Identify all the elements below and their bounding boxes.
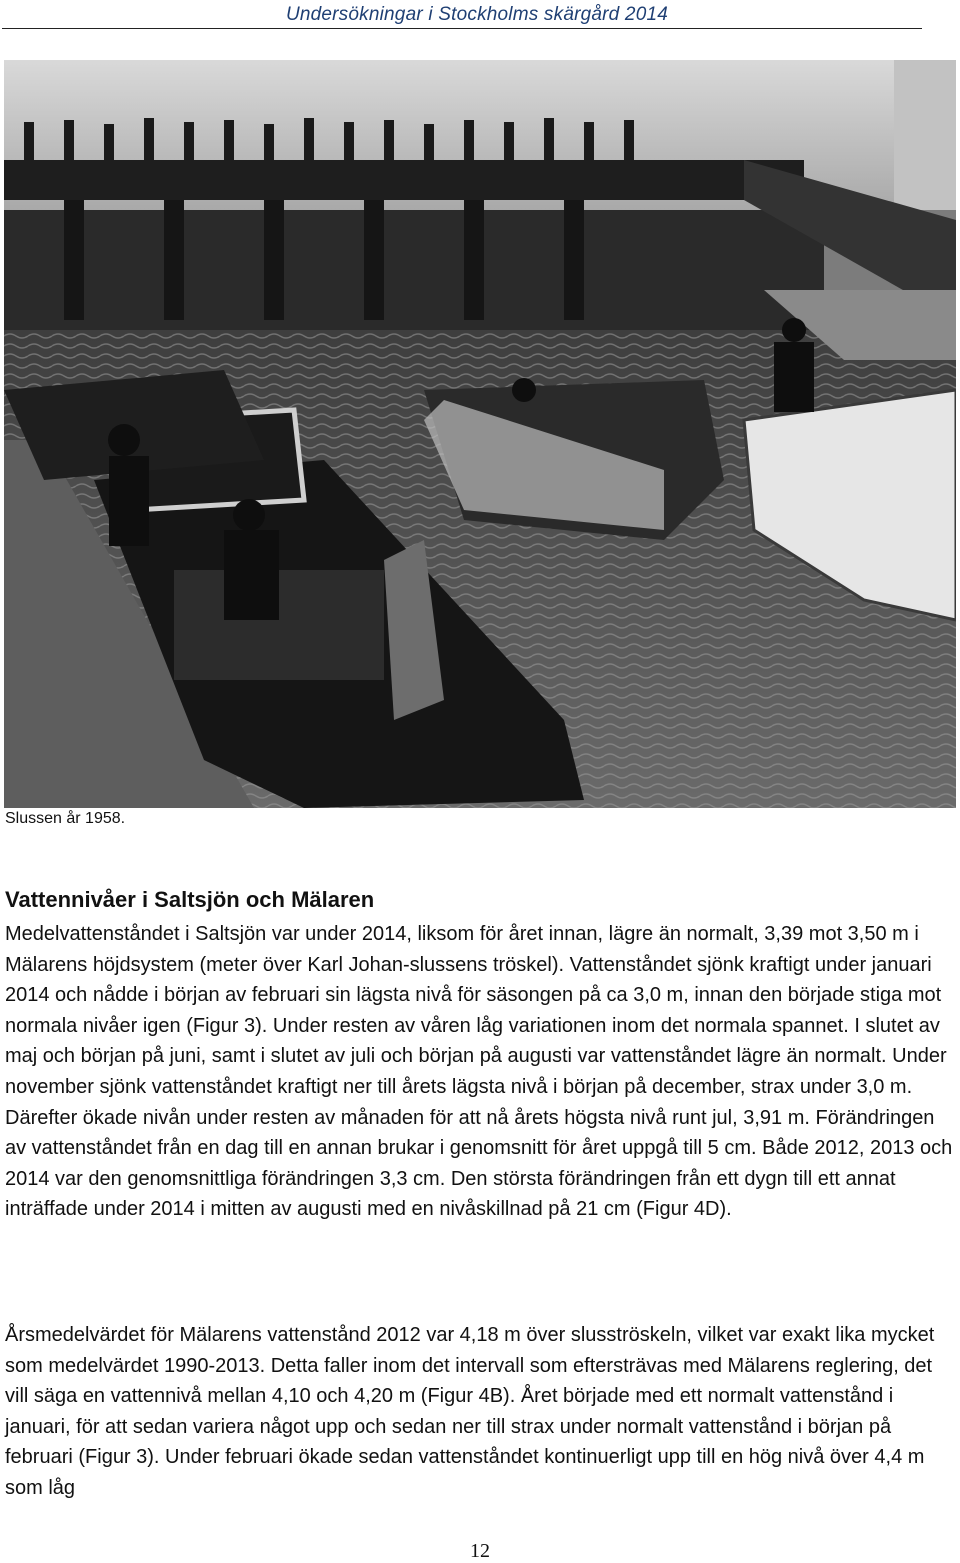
figure-caption: Slussen år 1958. [5,810,126,827]
photo-illustration [4,60,956,808]
running-header-title: Undersökningar i Stockholms skärgård 2014 [285,4,668,25]
historical-photo [4,60,956,808]
section-heading: Vattennivåer i Saltsjön och Mälaren [5,887,375,912]
body-paragraph: Årsmedelvärdet för Mälarens vattenstånd 2012 var 4,18 m över slusströskeln, vilket var exakt lika mycket som medelvärdet 1990-2013. Detta faller inom det intervall som eftersträvas med Mälarens reglering, det vill säga en vattennivå mellan 4,10 och 4,20 m (Figur 4B). Året började med ett normalt vattenstånd i januari, för att sedan variera något upp och sedan ner till strax under normalt vattenstånd i början på februari (Figur 3). Under februari ökade sedan vattenståndet kontinuerligt upp till en hög nivå över 4,4 m som låg [5,1324,935,1499]
photo-under-bridge-shadow [4,210,824,330]
running-header [0,0,960,30]
photo-building [894,60,956,210]
photo-bridge-deck [4,160,804,200]
page-number: 12 [470,1540,490,1562]
body-paragraph: Medelvattenståndet i Saltsjön var under 2014, liksom för året innan, lägre än normalt, 3,39 mot 3,50 m i Mälarens höjdsystem (meter över Karl Johan-slussens tröskel). Vattenståndet sjönk kraftigt under januari 2014 och nådde i början av februari sin lägsta nivå för säsongen på ca 3,0 m, innan den började stiga mot normala nivåer igen (Figur 3). Under resten av våren låg variationen inom det normala spannet. I slutet av maj och början på juni, samt i slutet av juli och början på augusti var vattenståndet lägre än normalt. Under november sjönk vattenståndet kraftigt ner till årets lägsta nivå i början på december, strax under 3,0 m. Därefter ökade nivån under resten av månaden för att nå årets högsta nivå runt jul, 3,91 m. Förändringen av vattenståndet från en dag till en annan brukar i genomsnitt för året uppgå till 5 cm. Både 2012, 2013 och 2014 var den genomsnittliga förändringen 3,3 cm. Den största förändringen från ett dygn till ett annat inträffade under 2014 i mitten av augusti med en nivåskillnad på 21 cm (Figur 4D). [5,923,953,1221]
header-rule [2,28,922,29]
